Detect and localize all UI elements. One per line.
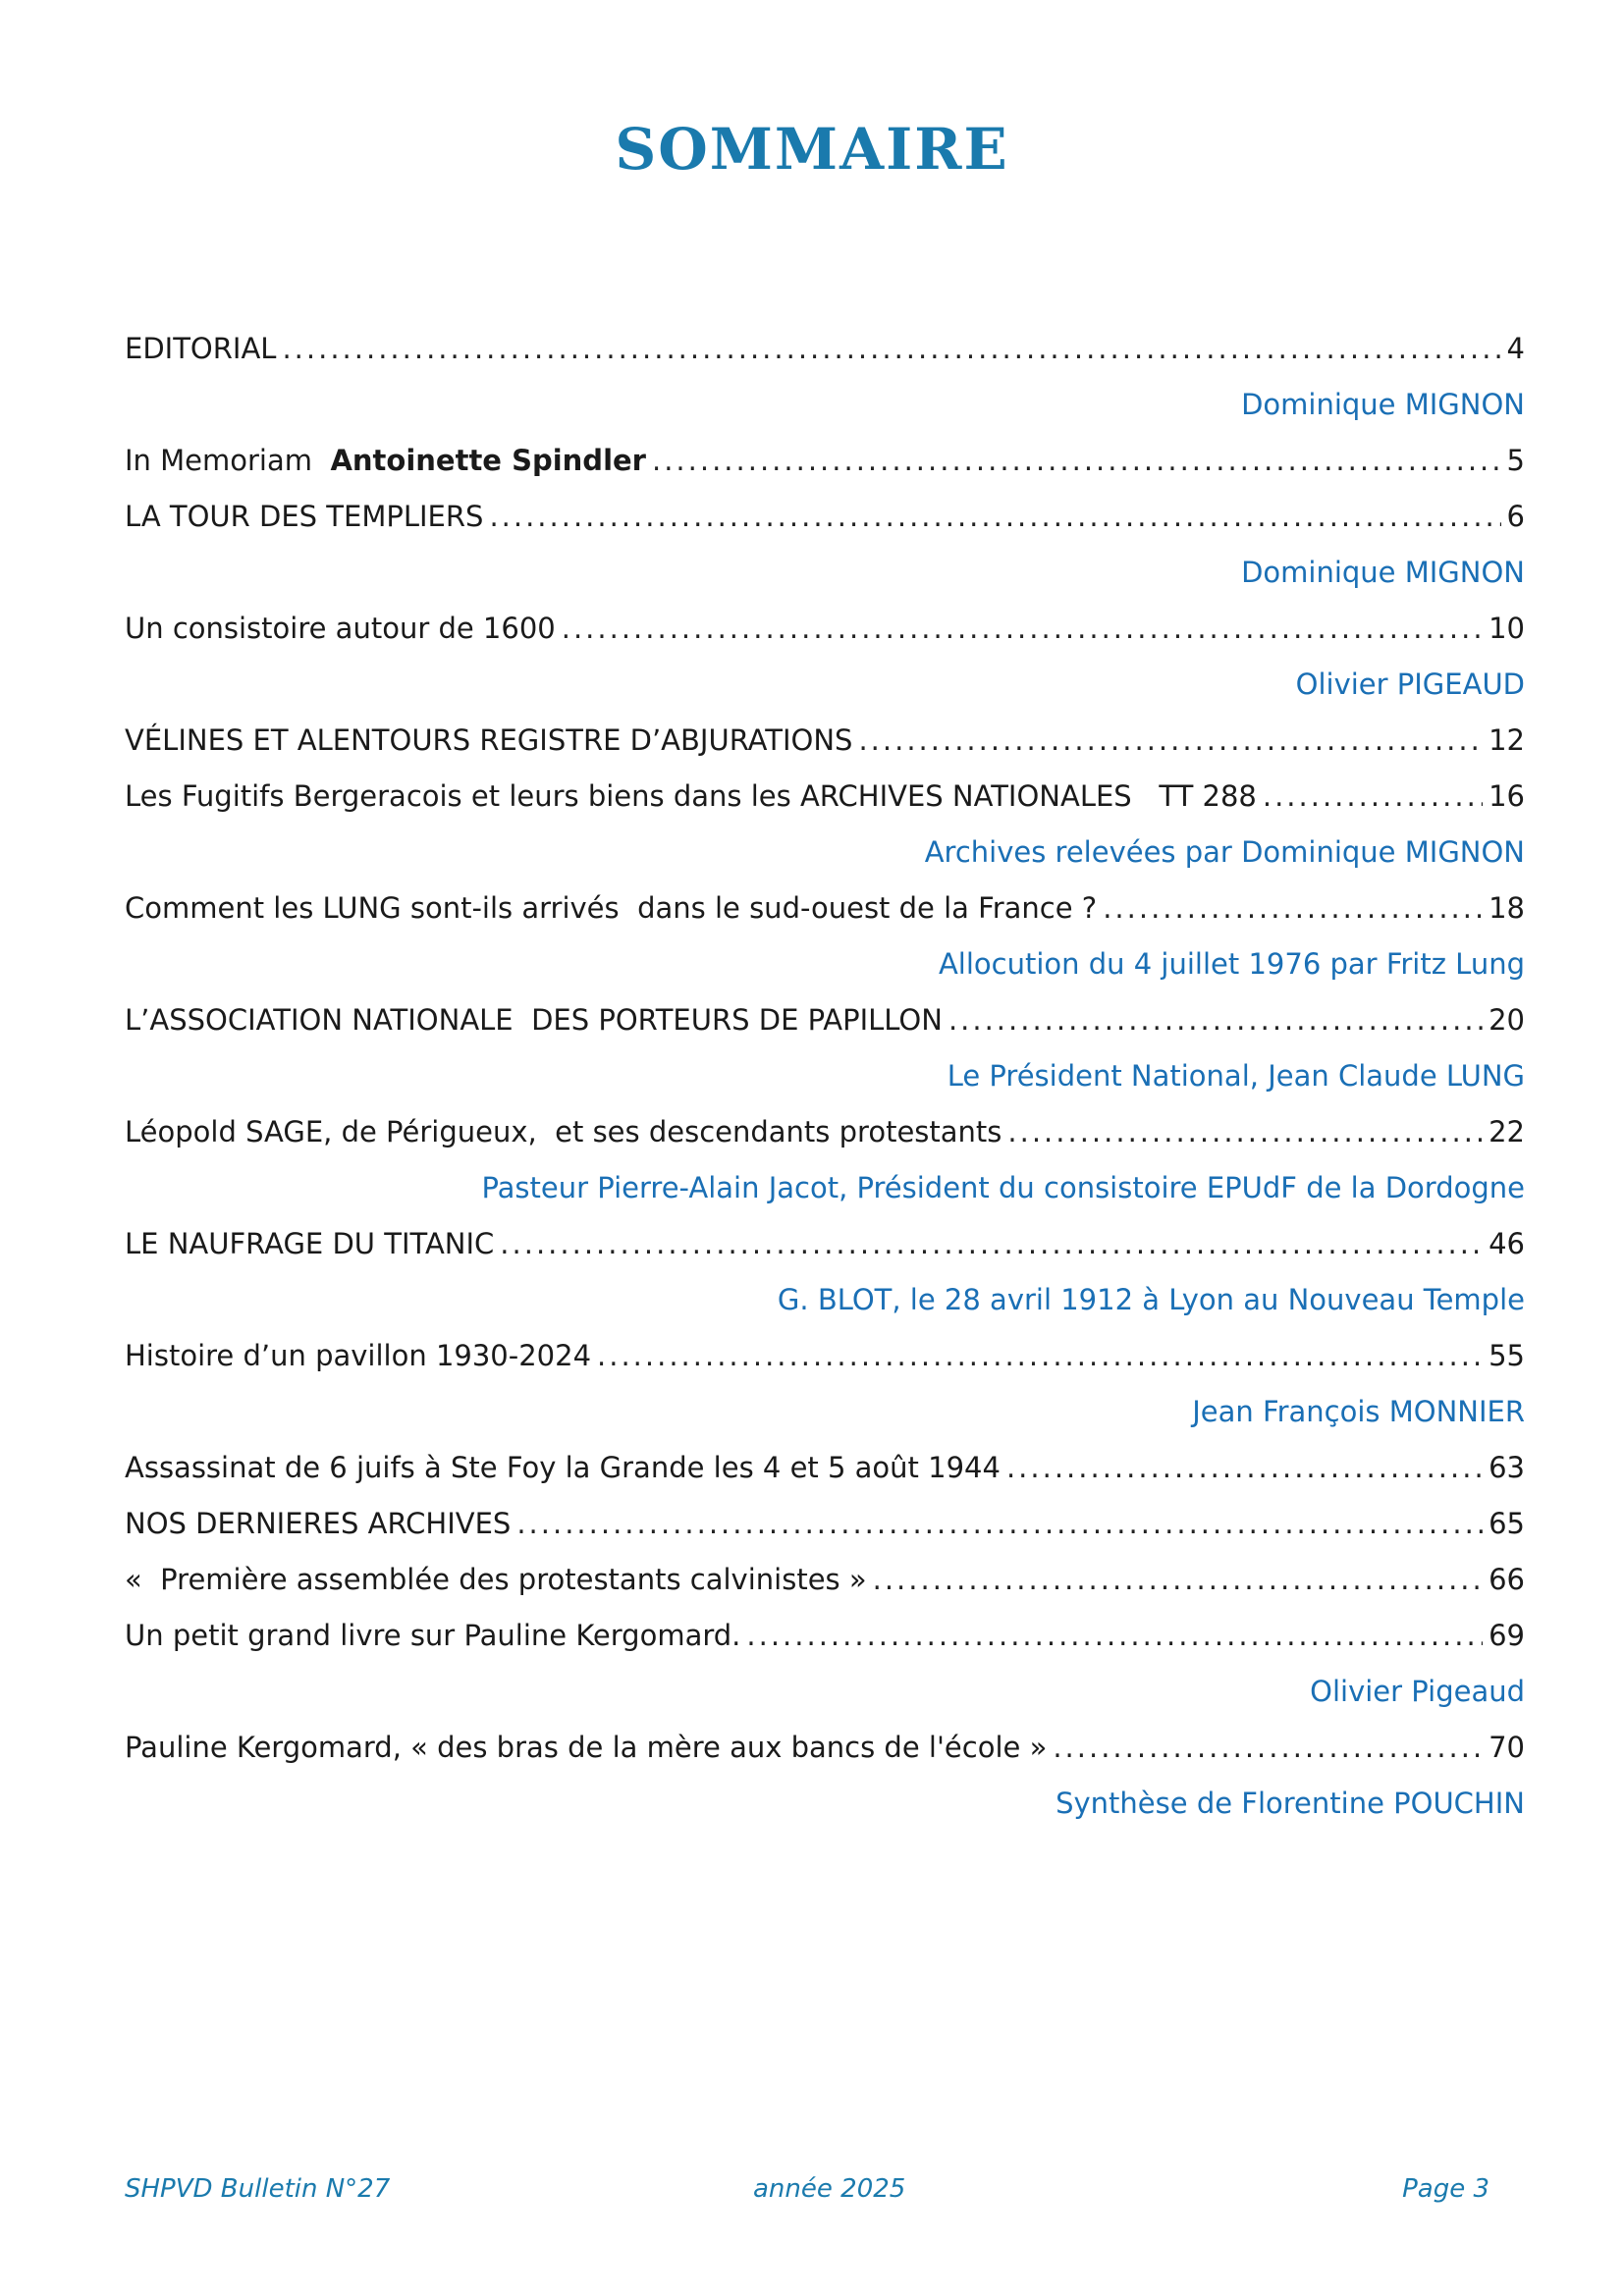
toc-author: Olivier PIGEAUD	[1295, 667, 1525, 701]
toc-entry-title: Un petit grand livre sur Pauline Kergomard.	[125, 1619, 741, 1652]
dot-leader	[282, 321, 1500, 377]
toc-entry-title: LE NAUFRAGE DU TITANIC	[125, 1227, 495, 1260]
footer-bulletin: SHPVD Bulletin N°27	[125, 2174, 391, 2204]
toc-entry	[125, 1552, 1525, 1608]
toc-page-number: 65	[1489, 1507, 1525, 1540]
toc-entry-title: Les Fugitifs Bergeracois et leurs biens dans les ARCHIVES NATIONALES TT 288	[125, 779, 1257, 813]
toc-entry-title: EDITORIAL	[125, 332, 277, 365]
toc-page-number: 12	[1489, 723, 1525, 757]
dot-leader	[1053, 1720, 1483, 1776]
toc-author: G. BLOT, le 28 avril 1912 à Lyon au Nouveau Temple	[777, 1283, 1525, 1316]
toc-entry-title: VÉLINES ET ALENTOURS REGISTRE D’ABJURATIONS	[125, 723, 853, 757]
toc-author: Dominique MIGNON	[1241, 556, 1525, 589]
dot-leader	[1006, 1440, 1483, 1496]
dot-leader	[858, 713, 1483, 769]
dot-leader	[1103, 881, 1483, 936]
toc-entry	[125, 489, 1525, 545]
toc-entry	[125, 1720, 1525, 1776]
toc-author: Jean François MONNIER	[1192, 1395, 1525, 1428]
toc-entry-title: Léopold SAGE, de Périgueux, et ses descendants protestants	[125, 1115, 1002, 1148]
toc-page-number: 55	[1489, 1339, 1525, 1372]
toc-page-number: 63	[1489, 1451, 1525, 1484]
footer-page-number: Page 3	[1402, 2174, 1489, 2204]
dot-leader	[1007, 1104, 1483, 1160]
toc-entry	[125, 1608, 1525, 1664]
toc-entry	[125, 601, 1525, 657]
toc-entry	[125, 1216, 1525, 1272]
toc-author: Allocution du 4 juillet 1976 par Fritz Lung	[938, 947, 1525, 981]
dot-leader	[597, 1328, 1483, 1384]
dot-leader	[489, 489, 1500, 545]
toc-author: Archives relevées par Dominique MIGNON	[924, 835, 1525, 869]
toc-page-number: 70	[1489, 1731, 1525, 1764]
toc-author: Olivier Pigeaud	[1310, 1675, 1525, 1708]
toc-page-number: 4	[1506, 332, 1525, 365]
toc-entry-title: In Memoriam	[125, 444, 331, 477]
dot-leader	[516, 1496, 1483, 1552]
toc-entry	[125, 1104, 1525, 1160]
toc-page-number: 20	[1489, 1003, 1525, 1037]
dot-leader	[873, 1552, 1483, 1608]
dot-leader	[1263, 769, 1483, 825]
toc-page-number: 6	[1506, 500, 1525, 533]
toc-entry-title: « Première assemblée des protestants calvinistes »	[125, 1563, 867, 1596]
toc-entry	[125, 433, 1525, 489]
toc-author: Dominique MIGNON	[1241, 388, 1525, 421]
dot-leader	[652, 433, 1501, 489]
dot-leader	[562, 601, 1483, 657]
toc-entry-title: LA TOUR DES TEMPLIERS	[125, 500, 484, 533]
toc-entry-title-bold: Antoinette Spindler	[330, 444, 646, 477]
toc-entry-title: L’ASSOCIATION NATIONALE DES PORTEURS DE PAPILLON	[125, 1003, 943, 1037]
table-of-contents	[125, 321, 1525, 1832]
toc-entry-title: Assassinat de 6 juifs à Ste Foy la Grande les 4 et 5 août 1944	[125, 1451, 1001, 1484]
toc-page-number: 16	[1489, 779, 1525, 813]
toc-entry	[125, 1440, 1525, 1496]
toc-page-number: 46	[1489, 1227, 1525, 1260]
toc-author: Synthèse de Florentine POUCHIN	[1056, 1787, 1525, 1820]
footer-year: année 2025	[753, 2174, 906, 2204]
toc-page-number: 69	[1489, 1619, 1525, 1652]
toc-entry	[125, 992, 1525, 1048]
toc-page-number: 10	[1489, 612, 1525, 645]
toc-entry	[125, 769, 1525, 825]
toc-entry	[125, 1496, 1525, 1552]
toc-page-number: 22	[1489, 1115, 1525, 1148]
toc-entry-title: Histoire d’un pavillon 1930-2024	[125, 1339, 592, 1372]
dot-leader	[746, 1608, 1483, 1664]
toc-entry-title: Pauline Kergomard, « des bras de la mère aux bancs de l'école »	[125, 1731, 1048, 1764]
dot-leader	[500, 1216, 1483, 1272]
toc-entry-title: NOS DERNIERES ARCHIVES	[125, 1507, 512, 1540]
toc-page-number: 18	[1489, 891, 1525, 925]
toc-entry	[125, 881, 1525, 936]
toc-page-number: 66	[1489, 1563, 1525, 1596]
toc-author: Pasteur Pierre-Alain Jacot, Président du consistoire EPUdF de la Dordogne	[481, 1171, 1525, 1204]
toc-entry	[125, 713, 1525, 769]
toc-entry-title: Un consistoire autour de 1600	[125, 612, 556, 645]
toc-page-number: 5	[1506, 444, 1525, 477]
dot-leader	[948, 992, 1483, 1048]
toc-entry	[125, 321, 1525, 377]
toc-author: Le Président National, Jean Claude LUNG	[947, 1059, 1525, 1093]
page-title: SOMMAIRE	[615, 116, 1009, 183]
toc-entry	[125, 1328, 1525, 1384]
toc-entry-title: Comment les LUNG sont-ils arrivés dans le sud-ouest de la France ?	[125, 891, 1098, 925]
